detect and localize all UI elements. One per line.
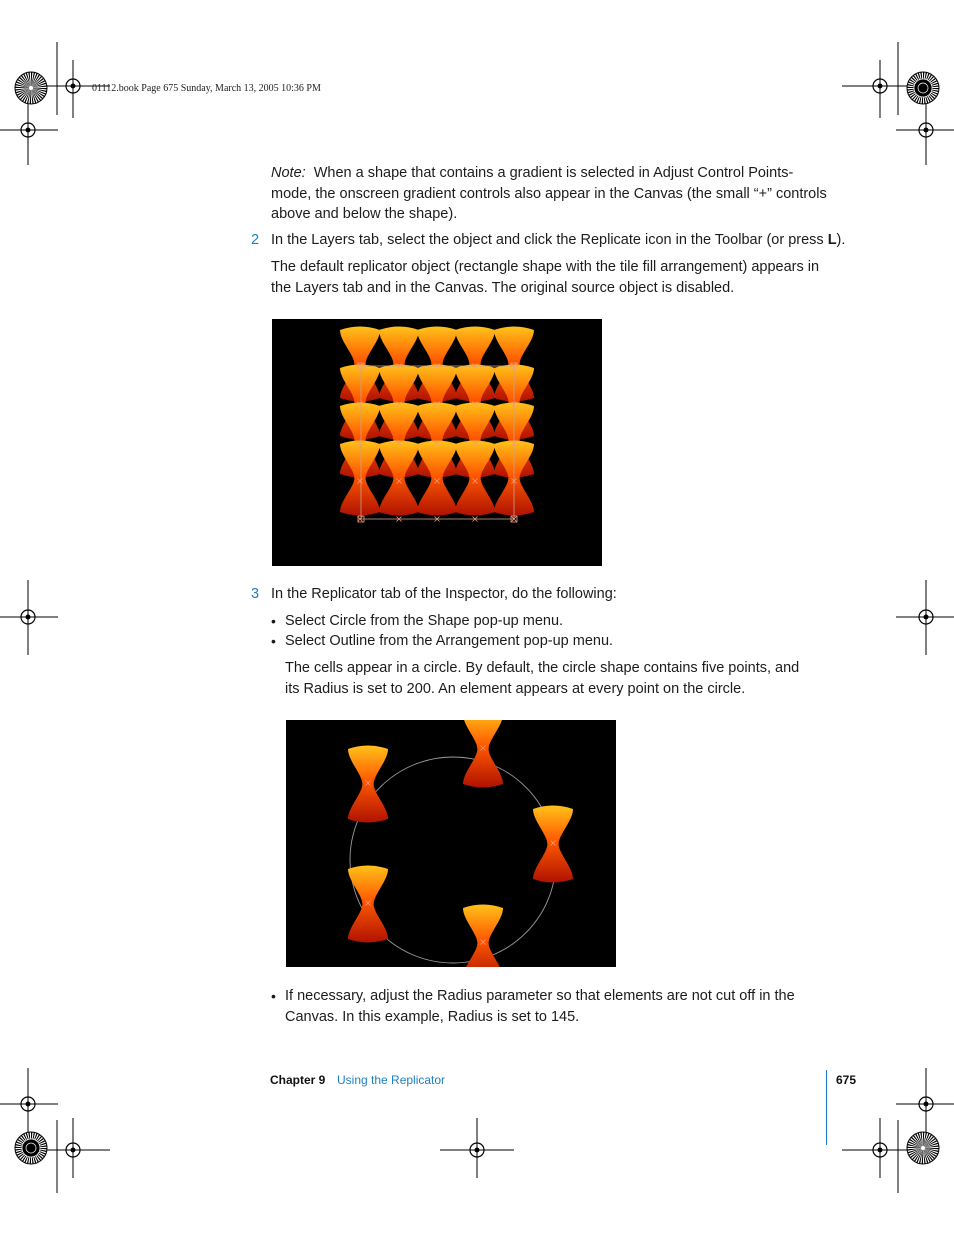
note-label: Note: (271, 165, 306, 181)
replicated-cell (417, 441, 457, 516)
step-2-key: L (827, 232, 837, 248)
step-2-text (271, 230, 846, 251)
bullet-dot: • (271, 988, 276, 1004)
footer-rule (826, 1070, 827, 1145)
replicated-cell (348, 866, 388, 943)
step-2-text-after: ). (836, 232, 846, 248)
step-3-number: 3 (251, 586, 260, 602)
note-paragraph (271, 163, 831, 225)
footer-chapter: Chapter 9 (270, 1073, 326, 1087)
replicated-cell (379, 441, 419, 516)
registration-target (15, 72, 47, 104)
replicated-cell (533, 806, 573, 883)
step-3-followup: The cells appear in a circle. By default, the circle shape contains five points, and its Radius is set to 200. An element appears at every point on the circle. (285, 660, 800, 697)
step-2-text-before: In the Layers tab, select the object and click the Replicate icon in the Toolbar (or press (271, 232, 828, 248)
step-3-bullet-2: Select Outline from the Arrangement pop-up menu. (285, 633, 614, 649)
registration-target (907, 1132, 939, 1164)
replicated-cell (463, 720, 503, 788)
circle-replicator-canvas (286, 720, 616, 967)
page-number: 675 (836, 1073, 857, 1087)
circle-replicator-figure (286, 720, 616, 967)
bullet-dot: • (271, 613, 276, 629)
replicated-cell (348, 746, 388, 823)
note-text: When a shape that contains a gradient is selected in Adjust Control Points-mode, the onscreen gradient controls also appear in the Canvas (the small “+” controls above and below the shape). (271, 165, 827, 222)
bullet-dot: • (271, 633, 276, 649)
footer-chapter-title: Using the Replicator (337, 1073, 446, 1087)
print-slug: 01112.book Page 675 Sunday, March 13, 2005 10:36 PM (92, 83, 321, 94)
step-2-followup: The default replicator object (rectangle shape with the tile fill arrangement) appears in the Layers tab and in the Canvas. The original source object is disabled. (271, 259, 820, 296)
step-3-text: In the Replicator tab of the Inspector, do the following: (271, 586, 617, 602)
step-3-bullet-1: Select Circle from the Shape pop-up menu. (285, 613, 564, 629)
tile-replicator-canvas (272, 319, 602, 566)
registration-target (15, 1132, 47, 1164)
tile-replicator-figure (272, 319, 602, 566)
step-2-number: 2 (251, 232, 260, 248)
replicated-cell (463, 905, 503, 968)
replicated-cell (340, 441, 380, 516)
final-bullet: If necessary, adjust the Radius parameter so that elements are not cut off in the Canvas. In this example, Radius is set to 145. (285, 988, 795, 1025)
registration-target (907, 72, 939, 104)
replicated-cell (455, 441, 495, 516)
